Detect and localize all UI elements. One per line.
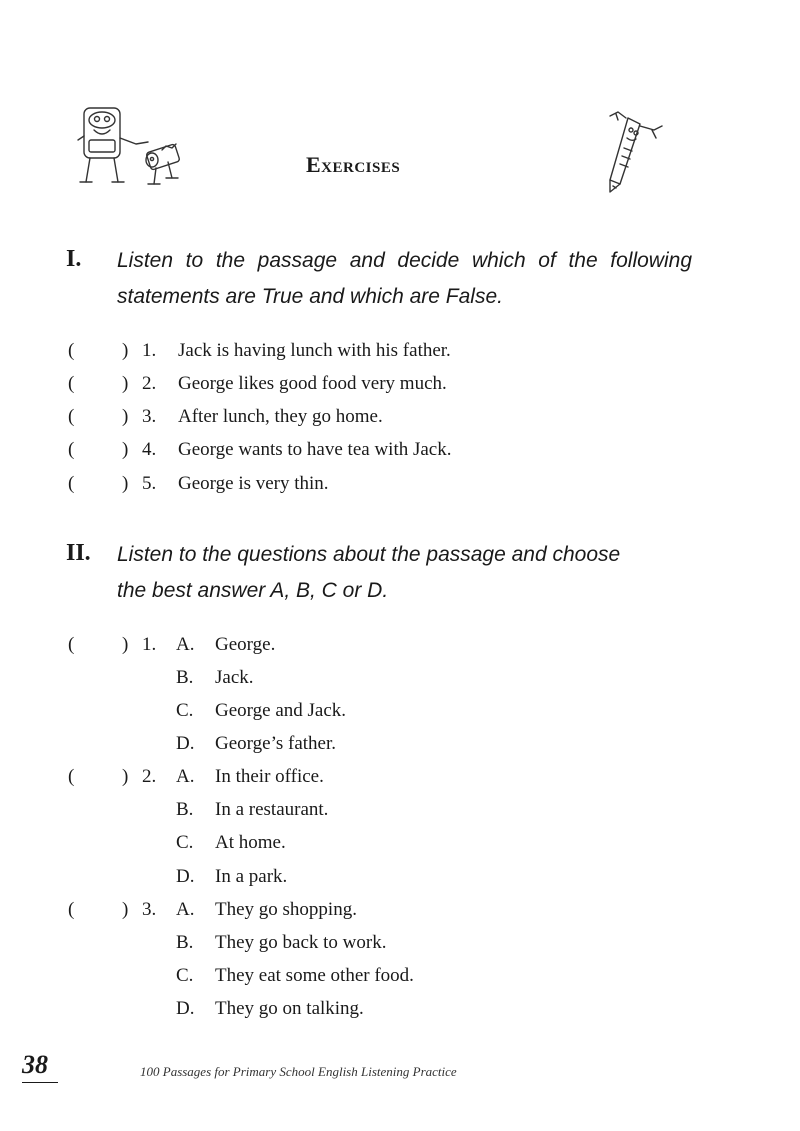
option-text: In a restaurant.: [215, 799, 329, 820]
statement-row: [0, 340, 800, 370]
option-text: In their office.: [215, 766, 324, 787]
answer-blank-close: ): [122, 899, 129, 920]
option-letter: C.: [176, 700, 194, 721]
statement-text: George is very thin.: [178, 473, 329, 494]
option-row: [0, 832, 800, 862]
answer-blank-open: (: [68, 766, 75, 787]
answer-blank-close: ): [122, 766, 129, 787]
question-row: [0, 899, 800, 929]
answer-blank-open: (: [68, 406, 75, 427]
option-text: Jack.: [215, 667, 254, 688]
statement-row: [0, 473, 800, 503]
statement-row: [0, 373, 800, 403]
section-1-number: I.: [66, 246, 82, 272]
answer-blank-open: (: [68, 439, 75, 460]
option-letter: B.: [176, 932, 194, 953]
statement-text: After lunch, they go home.: [178, 406, 383, 427]
statement-text: George wants to have tea with Jack.: [178, 439, 452, 460]
option-row: [0, 733, 800, 763]
option-letter: D.: [176, 866, 195, 887]
option-row: [0, 965, 800, 995]
section-1-instruction: Listen to the passage and decide which of the following statements are True and which are False.: [117, 249, 692, 308]
section-2-instruction-line-1: Listen to the questions about the passage and choose: [117, 543, 621, 566]
question-number: 2.: [142, 766, 157, 787]
option-text: George.: [215, 634, 276, 655]
answer-blank-open: (: [68, 340, 75, 361]
option-text: George’s father.: [215, 733, 336, 754]
question-number: 3.: [142, 899, 157, 920]
question-number: 1.: [142, 634, 157, 655]
section-2-instruction-line-2: the best answer A, B, C or D.: [117, 579, 389, 602]
option-text: They eat some other food.: [215, 965, 414, 986]
answer-blank-close: ): [122, 373, 129, 394]
option-letter: B.: [176, 667, 194, 688]
cartoon-pencil-icon: [596, 108, 668, 196]
option-text: George and Jack.: [215, 700, 347, 721]
statement-row: [0, 406, 800, 436]
statement-number: 1.: [142, 340, 157, 361]
option-letter: B.: [176, 799, 194, 820]
answer-blank-open: (: [68, 473, 75, 494]
option-row: [0, 700, 800, 730]
option-letter: A.: [176, 634, 195, 655]
option-text: At home.: [215, 832, 286, 853]
statement-number: 5.: [142, 473, 157, 494]
answer-blank-open: (: [68, 634, 75, 655]
answer-blank-open: (: [68, 899, 75, 920]
option-text: They go on talking.: [215, 998, 364, 1019]
option-letter: D.: [176, 998, 195, 1019]
section-2-number: II.: [66, 540, 91, 566]
question-row: [0, 634, 800, 664]
answer-blank-close: ): [122, 439, 129, 460]
book-title-footer: 100 Passages for Primary School English Listening Practice: [140, 1064, 457, 1079]
option-row: [0, 932, 800, 962]
option-row: [0, 667, 800, 697]
page-number: 38: [22, 1050, 58, 1083]
page-title: Exercises: [306, 152, 401, 177]
option-letter: C.: [176, 832, 194, 853]
option-row: [0, 866, 800, 896]
answer-blank-close: ): [122, 634, 129, 655]
option-row: [0, 998, 800, 1028]
statement-number: 3.: [142, 406, 157, 427]
question-row: [0, 766, 800, 796]
option-text: In a park.: [215, 866, 288, 887]
option-letter: A.: [176, 899, 195, 920]
option-row: [0, 799, 800, 829]
answer-blank-open: (: [68, 373, 75, 394]
statement-text: George likes good food very much.: [178, 373, 447, 394]
statement-text: Jack is having lunch with his father.: [178, 340, 451, 361]
answer-blank-close: ): [122, 340, 129, 361]
statement-number: 2.: [142, 373, 157, 394]
answer-blank-close: ): [122, 406, 129, 427]
answer-blank-close: ): [122, 473, 129, 494]
statement-number: 4.: [142, 439, 157, 460]
option-text: They go back to work.: [215, 932, 387, 953]
option-letter: C.: [176, 965, 194, 986]
option-letter: D.: [176, 733, 195, 754]
option-letter: A.: [176, 766, 195, 787]
option-text: They go shopping.: [215, 899, 357, 920]
statement-row: [0, 439, 800, 469]
cartoon-tape-recorder-icon: [76, 100, 196, 195]
